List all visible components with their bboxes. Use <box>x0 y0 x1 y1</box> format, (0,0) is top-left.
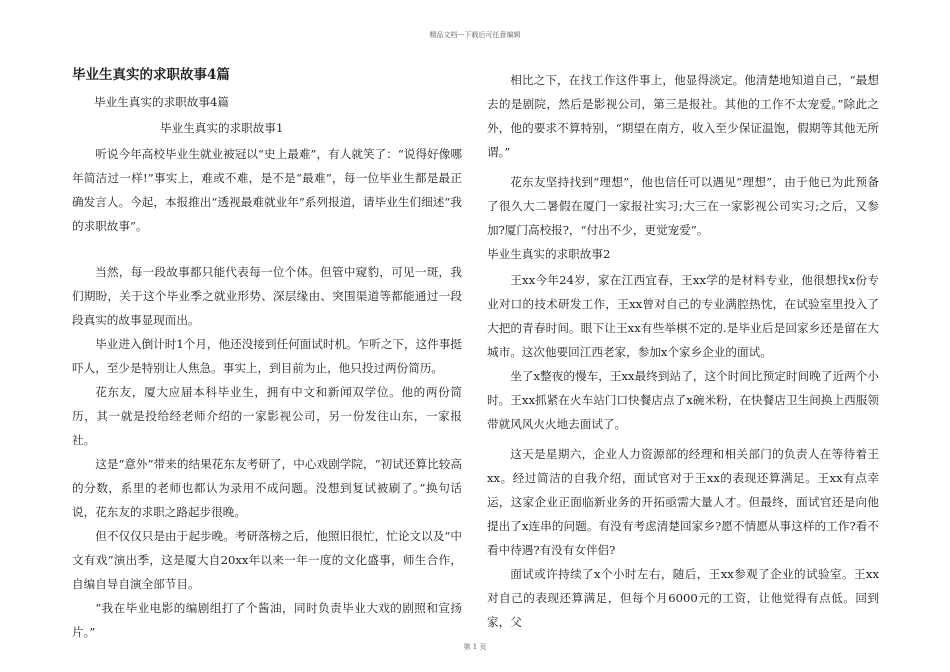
paragraph: 坐了x整夜的慢车，王xx最终到站了，这个时间比预定时间晚了近两个小时。王xx抓紧在火车站门口快餐店点了x碗米粉，在快餐店卫生间换上西服领带就风风火火地去面试了。 <box>487 369 879 431</box>
page-header-note: 精品文档---下载后可任意编辑 <box>429 31 521 39</box>
paragraph: 面试或许持续了x个小时左右，随后，王xx参观了企业的试验室。王xx对自己的表现还算满足，但每个月6000元的工资，让他觉得有点低。回到家，父 <box>487 567 879 629</box>
paragraph: 王xx今年24岁，家在江西宜春，王xx学的是材料专业，他很想找x份专业对口的技术研发工作，王xx曾对自己的专业满腔热忱，在试验室里投入了大把的青春时间。眼下让王xx有些举棋不定的.是毕业后是回家乡还是留在大城市。这次他要回江西老家，参加x个家乡企业的面试。 <box>487 273 879 359</box>
paragraph: 相比之下，在找工作这件事上，他显得淡定。他清楚地知道自己，“最想去的是剧院，然后是影视公司，第三是报社。其他的工作不太宠爱。”除此之外，他的要求不算特别，“期望在南方，收入至少保证温饱，假期等其他无所谓。” <box>487 73 879 159</box>
document-title: 毕业生真实的求职故事4篇 <box>72 67 230 83</box>
blank-spacer <box>72 238 462 260</box>
story-1-heading: 毕业生真实的求职故事1 <box>160 121 284 135</box>
left-column <box>72 66 462 644</box>
page-number: 第 1 页 <box>463 643 487 651</box>
paragraph: 这是“意外”带来的结果花东友考研了，中心戏剧学院，“初试还算比较高的分数，系里的老师也都认为录用不成问题。没想到复试被刷了。”换句话说，花东友的求职之路起步很晚。 <box>72 457 462 519</box>
right-column <box>487 68 879 634</box>
paragraph: 毕业进入倒计时1个月，他还没接到任何面试时机。乍听之下，这件事挺吓人，至少是特别让人焦急。事实上，到目前为止，他只投过两份简历。 <box>72 337 462 375</box>
paragraph: 当然，每一段故事都只能代表每一位个体。但管中窥豹，可见一斑，我们期盼，关于这个毕业季之就业形势、深层缘由、突围渠道等都能通过一段段真实的故事显现而出。 <box>72 265 462 327</box>
paragraph: 听说今年高校毕业生就业被冠以“史上最难”，有人就笑了：“说得好像哪年简洁过一样!”事实上，难或不难，是不是“最难”，每一位毕业生都是最正确发言人。今起，本报推出“透视最难就业年”系列报道，请毕业生们细述“我的求职故事”。 <box>72 147 462 233</box>
paragraph: 这天是星期六，企业人力资源部的经理和相关部门的负责人在等待着王xx。经过简洁的自我介绍，面试官对于王xx的表现还算满足。王xx有点幸运，这家企业正面临新业务的开拓亟需大量人才。但最终，面试官还是向他提出了x连串的问题。有没有考虑清楚回家乡?愿不情愿从事这样的工作?看不看中待遇?有没有女伴侣? <box>487 447 879 557</box>
paragraph: 但不仅仅只是由于起步晚。考研落榜之后，他照旧很忙，忙论文以及“中文有戏”演出季，这是厦大自20xx年以来一年一度的文化盛事，师生合作，自编自导自演全部节目。 <box>72 529 462 591</box>
paragraph: 花东友，厦大应届本科毕业生，拥有中文和新闻双学位。他的两份简历，其一就是投给经老师介绍的一家影视公司，另一份发往山东，一家报社。 <box>72 385 462 447</box>
paragraph: 花东友坚持找到“理想”，他也信任可以遇见“理想”，由于他已为此预备了很久大二暑假在厦门一家报社实习;大三在一家影视公司实习;之后，又参加?厦门高校报?，“付出不少，更觉宠爱”。 <box>487 175 879 237</box>
story-2-heading: 毕业生真实的求职故事2 <box>487 247 611 261</box>
paragraph: “我在毕业电影的编剧组打了个酱油，同时负责毕业大戏的剧照和宣扬片。” <box>72 601 462 639</box>
document-subtitle: 毕业生真实的求职故事4篇 <box>94 95 229 109</box>
